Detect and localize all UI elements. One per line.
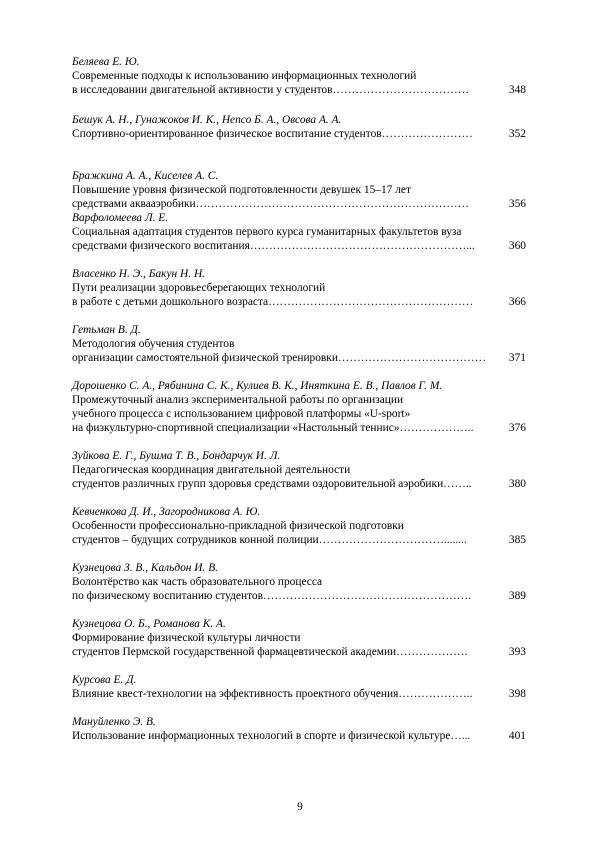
toc-entry-authors: Бражкина А. А., Киселев А. С. <box>72 170 219 182</box>
toc-entry-page-number: 371 <box>508 352 526 364</box>
toc-entry-title-line: Промежуточный анализ экспериментальной работы по организации <box>72 394 404 406</box>
toc-entry-title-line: студентов Пермской государственной фармацевтической академии………………. <box>72 646 468 658</box>
toc-entry <box>72 379 526 435</box>
toc-entry <box>72 211 526 253</box>
toc-entry-title-line: средствами аквааэробики……………………………………………………………… <box>72 198 470 210</box>
toc-entry-authors: Кузнецова О. Б., Романова К. А. <box>72 618 226 630</box>
toc-entry-last-line <box>72 477 526 491</box>
toc-entry-authors: Беляева Е. Ю. <box>72 56 140 68</box>
toc-entry-title-line: Особенности профессионально-прикладной физической подготовки <box>72 520 404 532</box>
toc-entry-title-line: Использование информационных технологий в спорте и физической культуре…... <box>72 730 471 742</box>
toc-entry-authors: Власенко Н. Э., Бакун Н. Н. <box>72 268 206 280</box>
toc-entry-title-line: средствами физического воспитания…………………………………………………... <box>72 240 475 252</box>
toc-entry-page-number: 398 <box>508 688 526 700</box>
toc-entry-title-line: Спортивно-ориентированное физическое воспитание студентов…………………… <box>72 128 473 140</box>
toc-entry-authors: Дорошенко С. А., Рябинина С. К., Кулиев В. К., Иняткина Е. В., Павлов Г. М. <box>72 380 443 392</box>
toc-entry-title-line: студентов различных групп здоровья средствами оздоровительной аэробики…….. <box>72 478 472 490</box>
toc-entry <box>72 55 526 97</box>
toc-entry <box>72 715 526 743</box>
toc-entry-title-line: в работе с детьми дошкольного возраста……………………………………………… <box>72 296 474 308</box>
toc-entry-title-line: учебного процесса с использованием цифровой платформы «U-sport» <box>72 408 411 420</box>
toc-entry <box>72 505 526 547</box>
toc-entry-title-line: по физическому воспитанию студентов………………………………………………. <box>72 590 471 602</box>
toc-entry-last-line <box>72 729 526 743</box>
toc-entry-authors: Зуйкова Е. Г., Бушма Т. В., Бондарчук И. Л. <box>72 450 281 462</box>
toc-entry-last-line <box>72 533 526 547</box>
toc-entry-last-line <box>72 421 526 435</box>
toc-entry-title-line: Современные подходы к использованию информационных технологий <box>72 70 417 82</box>
toc-entry-page-number: 360 <box>508 240 526 252</box>
toc-entry-page-number: 385 <box>508 534 526 546</box>
toc-entry-authors: Варфоломеева Л. Е. <box>72 212 169 224</box>
toc-entry-title-line: Волонтёрство как часть образовательного процесса <box>72 576 323 588</box>
toc-entry-page-number: 393 <box>508 646 526 658</box>
toc-entry-title-line: студентов – будущих сотрудников конной полиции……………………………........ <box>72 534 467 546</box>
toc-entry-title-line: Педагогическая координация двигательной деятельности <box>72 464 351 476</box>
toc-entry-authors: Курсова Е. Д. <box>72 674 137 686</box>
toc-entry-title-line: на физкультурно-спортивной специализации «Настольный теннис»……………….. <box>72 422 474 434</box>
toc-entry-last-line <box>72 295 526 309</box>
toc-entry-page-number: 389 <box>508 590 526 602</box>
toc-entry-last-line <box>72 645 526 659</box>
toc-entry-title-line: в исследовании двигательной активности у студентов……………………………… <box>72 84 470 96</box>
toc-entry-last-line <box>72 239 526 253</box>
page-number: 9 <box>297 801 303 813</box>
toc-entry <box>72 267 526 309</box>
toc-entry-last-line <box>72 83 526 97</box>
toc-entry-authors: Бешук А. Н., Гунажоков И. К., Непсо Б. А., Овсова А. А. <box>72 114 342 126</box>
toc-entry-page-number: 376 <box>508 422 526 434</box>
toc-entry-title-line: Методология обучения студентов <box>72 338 235 350</box>
toc-entry-page-number: 352 <box>508 128 526 140</box>
toc-entry-authors: Мануйленко Э. В. <box>72 716 156 728</box>
toc-entry-title-line: Формирование физической культуры личности <box>72 632 301 644</box>
toc-entry <box>72 617 526 659</box>
toc-entry-page-number: 348 <box>508 84 526 96</box>
toc-entry <box>72 169 526 211</box>
toc-entry-title-line: Социальная адаптация студентов первого курса гуманитарных факультетов вуза <box>72 226 462 238</box>
toc-entry-page-number: 366 <box>508 296 526 308</box>
toc-entry <box>72 673 526 701</box>
toc-entry-last-line <box>72 351 526 365</box>
toc-entry-title-line: организации самостоятельной физической тренировки………………………………… <box>72 352 487 364</box>
toc-entry <box>72 323 526 365</box>
toc-entry-page-number: 401 <box>508 730 526 742</box>
toc-entry-title-line: Пути реализации здоровьесберегающих технологий <box>72 282 326 294</box>
toc-entry-last-line <box>72 197 526 211</box>
toc-entry-last-line <box>72 127 526 141</box>
toc-entry <box>72 561 526 603</box>
toc-entry <box>72 113 526 141</box>
toc-entry-authors: Кузнецова З. В., Кальдон И. В. <box>72 562 218 574</box>
toc-entry-authors: Гетьман В. Д. <box>72 324 141 336</box>
toc-entry-page-number: 356 <box>508 198 526 210</box>
toc-entry-authors: Кевченкова Д. И., Загородникова А. Ю. <box>72 506 261 518</box>
toc-entry-title-line: Повышение уровня физической подготовленности девушек 15–17 лет <box>72 184 411 196</box>
toc-entry-page-number: 380 <box>508 478 526 490</box>
toc-entry <box>72 449 526 491</box>
toc-entry-last-line <box>72 589 526 603</box>
toc-entry-title-line: Влияние квест-технологии на эффективность проектного обучения……………….. <box>72 688 473 700</box>
toc-entry-last-line <box>72 687 526 701</box>
